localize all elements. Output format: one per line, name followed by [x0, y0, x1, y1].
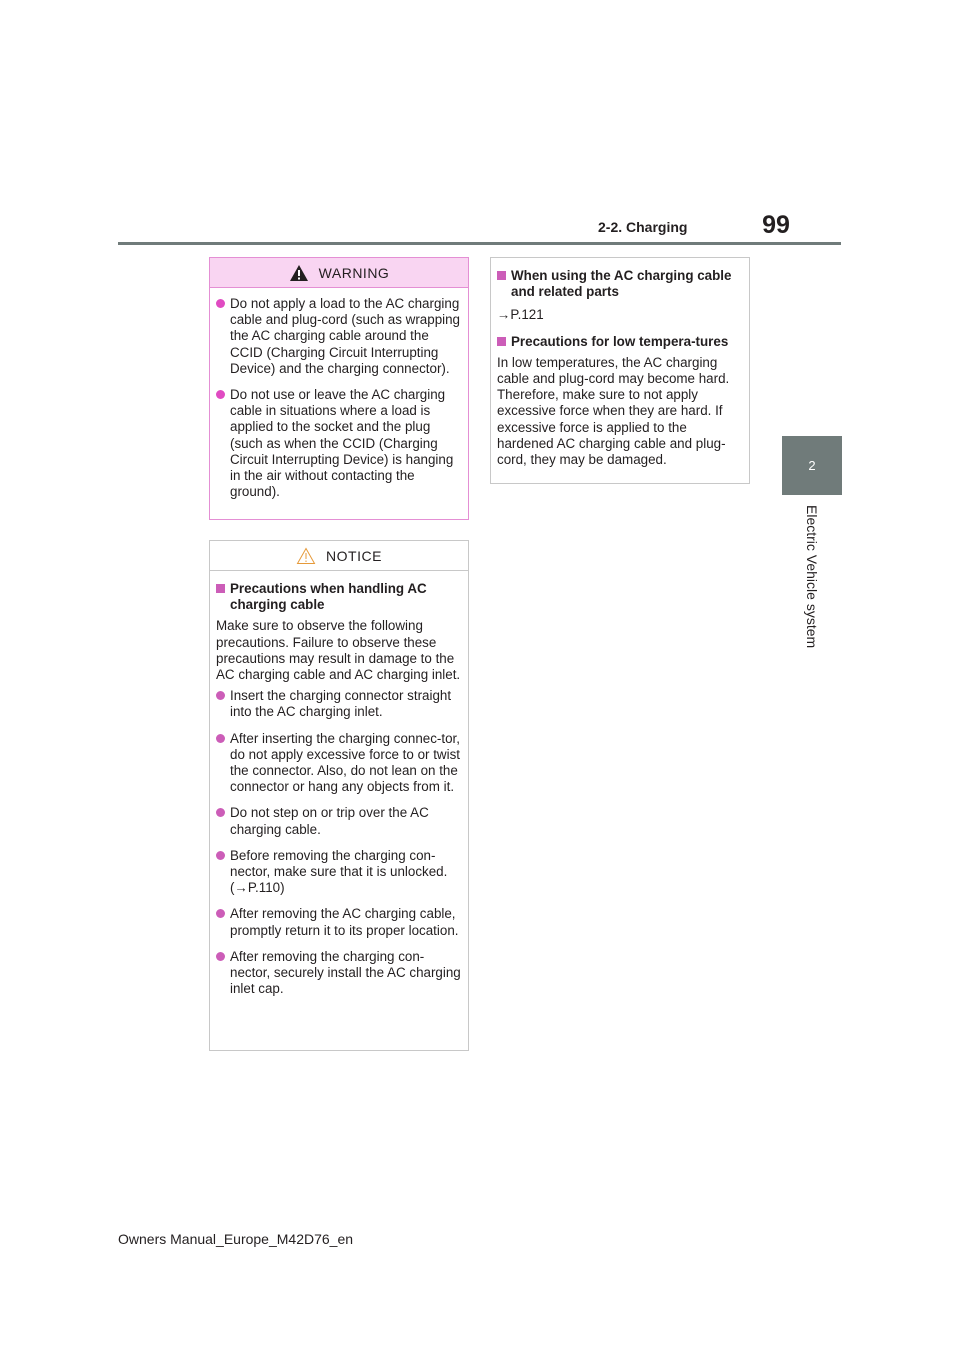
notice-item-text: Do not step on or trip over the AC charging cable. [230, 805, 429, 837]
bullet-dot-icon [216, 299, 225, 308]
bullet-dot-icon [216, 952, 225, 961]
page-number: 99 [762, 211, 790, 239]
notice-item [216, 906, 462, 938]
bullet-dot-icon [216, 691, 225, 700]
right-heading [497, 334, 743, 350]
right-heading-text: Precautions for low tempera-tures [511, 333, 729, 349]
warning-header [210, 258, 468, 288]
warning-box [209, 257, 469, 520]
notice-title: NOTICE [326, 547, 382, 564]
footer-text: Owners Manual_Europe_M42D76_en [118, 1231, 354, 1247]
warning-item [216, 387, 462, 500]
notice-body [210, 571, 468, 997]
square-bullet-icon [216, 584, 225, 593]
notice-item-text: Before removing the charging con-nector, make sure that it is unlocked. (→P.110) [230, 847, 448, 896]
notice-heading [216, 581, 462, 613]
warning-item-text: Do not apply a load to the AC charging cable and plug-cord (such as wrapping the AC charging cable around the CCID (Charging Circuit Interrupting Device) and the charging connector). [230, 296, 461, 376]
warning-body [210, 288, 468, 500]
notice-item [216, 848, 462, 897]
notice-item-text: After inserting the charging connec-tor, do not apply excessive force to or twist the connector. Also, do not lean on the connector or hang any objects from it. [230, 730, 461, 795]
notice-header [210, 541, 468, 571]
right-paragraph: In low temperatures, the AC charging cable and plug-cord may become hard. Therefore, make sure to not apply excessive force when they are hard. If excessive force is applied to the hardened AC charging cable and plug-cord, they may be damaged. [497, 354, 730, 468]
warning-triangle-icon [289, 264, 309, 282]
section-title: 2-2. Charging [598, 219, 688, 235]
square-bullet-icon [497, 271, 506, 280]
notice-item [216, 688, 462, 720]
chapter-number: 2 [808, 458, 816, 473]
bullet-dot-icon [216, 851, 225, 860]
notice-heading-text: Precautions when handling AC charging cable [230, 581, 427, 613]
notice-item-text: Insert the charging connector straight into the AC charging inlet. [230, 688, 452, 720]
bullet-dot-icon [216, 909, 225, 918]
bullet-dot-icon [216, 390, 225, 399]
notice-box [209, 540, 469, 1051]
notice-item [216, 731, 462, 796]
header-rule [118, 242, 841, 245]
right-info-box [490, 257, 750, 484]
page-reference-link[interactable]: →P.121 [497, 307, 544, 323]
warning-item-text: Do not use or leave the AC charging cable in situations where a load is applied to the socket and the plug (such as when the CCID (Charging Circuit Interrupting Device) is hanging in the air without contacting the ground). [230, 387, 454, 500]
notice-intro: Make sure to observe the following precautions. Failure to observe these precautions may result in damage to the AC charging cable and AC charging inlet. [216, 618, 461, 683]
bullet-dot-icon [216, 808, 225, 817]
bullet-dot-icon [216, 734, 225, 743]
right-box-body [491, 258, 749, 468]
notice-item [216, 805, 462, 837]
warning-title: WARNING [318, 264, 390, 281]
notice-triangle-icon [296, 547, 316, 565]
chapter-label: Electric Vehicle system [804, 505, 820, 649]
chapter-tab [782, 436, 842, 495]
right-heading [497, 268, 743, 300]
square-bullet-icon [497, 337, 506, 346]
notice-item-text: After removing the AC charging cable, promptly return it to its proper location. [230, 906, 459, 938]
notice-item-text: After removing the charging con-nector, securely install the AC charging inlet cap. [230, 948, 461, 997]
warning-item [216, 296, 462, 377]
notice-item [216, 949, 462, 998]
right-heading-text: When using the AC charging cable and related parts [511, 268, 732, 300]
